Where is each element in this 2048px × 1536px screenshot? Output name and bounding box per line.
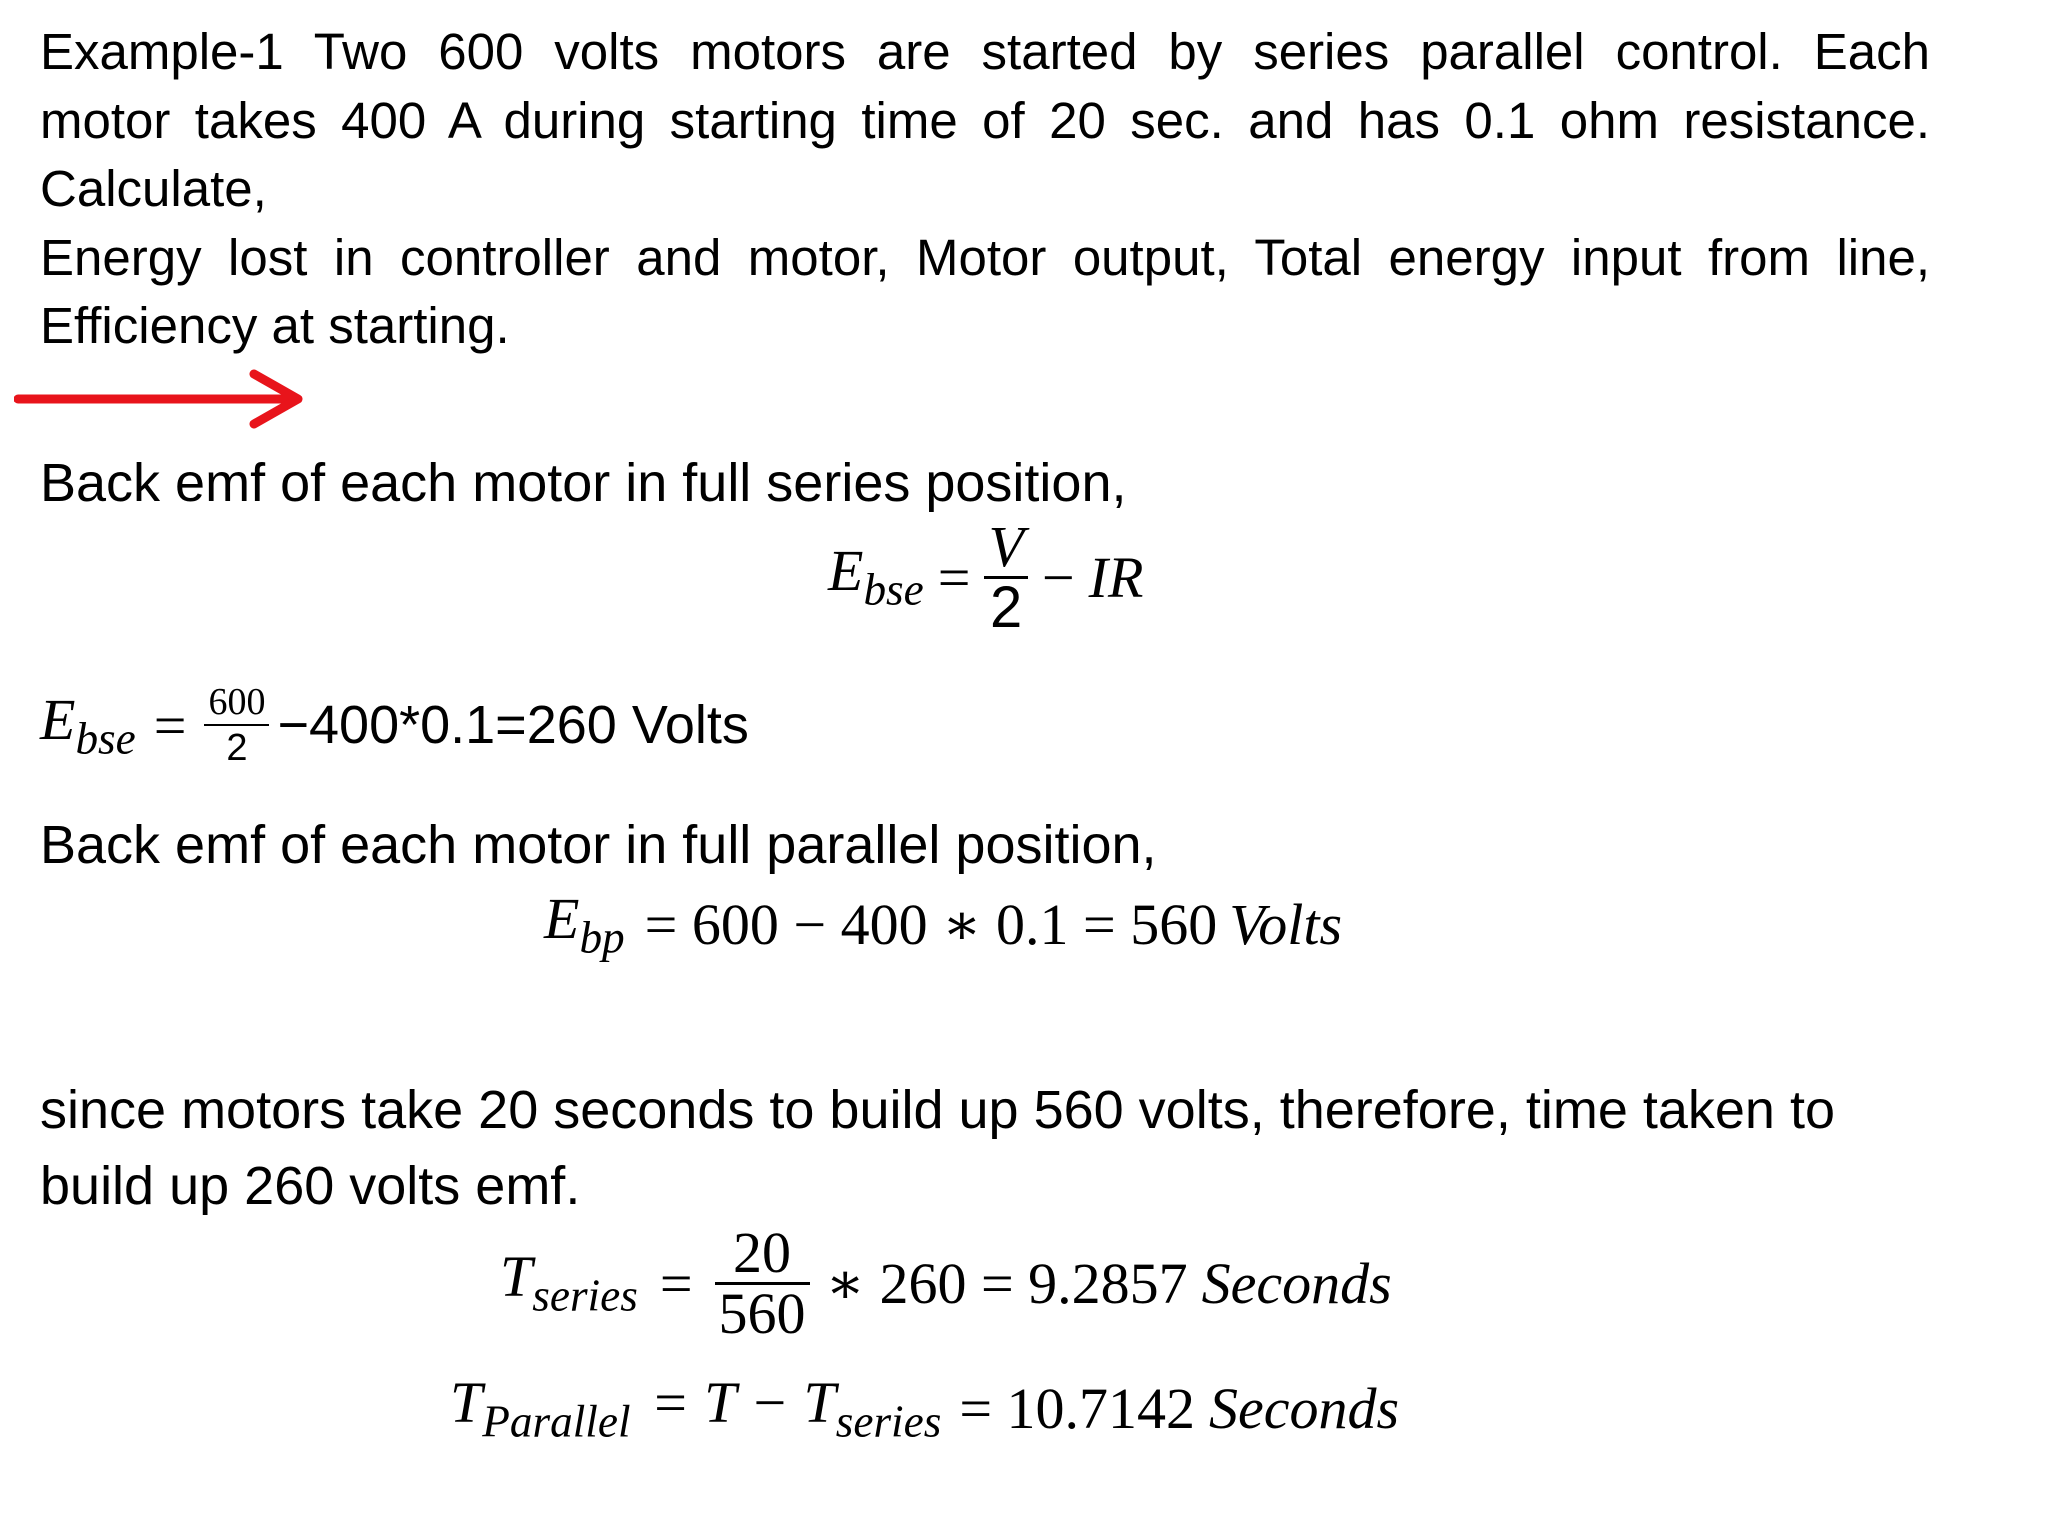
eq4-denominator: 560 (718, 1281, 806, 1346)
series-heading: Back emf of each motor in full series position, (40, 453, 1127, 513)
problem-line-2: motor takes 400 A during starting time of 20 sec. and has 0.1 ohm resistance. (40, 91, 1930, 149)
problem-line-5: Efficiency at starting. (40, 297, 510, 354)
time-explanation-line-2: build up 260 volts emf. (40, 1156, 581, 1216)
problem-line-4: Energy lost in controller and motor, Motor output, Total energy input from line, (40, 228, 1930, 286)
eq4-fraction (715, 1220, 810, 1346)
equation-parallel-time (450, 1370, 1400, 1447)
time-explanation (40, 1072, 1835, 1224)
parallel-heading: Back emf of each motor in full parallel position, (40, 815, 1157, 875)
right-arrow-icon (14, 368, 304, 430)
eq4-numerator: 20 (733, 1220, 792, 1285)
eq4-equals: = (659, 1250, 693, 1316)
eq5-unit: Seconds (1209, 1376, 1400, 1442)
eq1-denominator: 2 (990, 575, 1023, 640)
eq2-denominator: 2 (226, 727, 248, 769)
eq1-equals: = (937, 544, 971, 610)
eq2-lhs: $E_{bse}$ (40, 686, 136, 764)
eq2-numerator: 600 (208, 681, 266, 723)
equation-parallel-value (544, 886, 1343, 963)
problem-line-1: Example-1 Two 600 volts motors are started by series parallel control. Each (40, 23, 1930, 80)
eq1-numerator: V (988, 514, 1024, 579)
eq1-fraction (984, 514, 1027, 640)
equation-series-formula (828, 514, 1144, 640)
equation-series-value (40, 680, 749, 770)
eq4-unit: Seconds (1201, 1250, 1392, 1316)
eq1-minus: − (1041, 544, 1075, 610)
eq4-expression: ∗ 260 = 9.2857 (825, 1250, 1188, 1316)
eq1-lhs: $E_{bse}$ (828, 538, 924, 615)
eq2-equals: = (153, 692, 187, 758)
eq4-lhs: $T_{series}$ (500, 1244, 638, 1321)
eq2-fraction (204, 680, 269, 770)
eq2-rest: −400*0.1=260 Volts (277, 695, 749, 755)
eq5-expression-1: = $T - T_{series}$ (650, 1370, 942, 1447)
eq1-rhs: IR (1088, 544, 1144, 610)
eq3-lhs: $E_{bp}$ (544, 886, 625, 963)
eq5-lhs: $T_{Parallel}$ (450, 1370, 631, 1447)
problem-statement (40, 18, 1930, 361)
time-explanation-line-1: since motors take 20 seconds to build up 560 volts, therefore, time taken to (40, 1080, 1835, 1140)
eq3-expression: = 600 − 400 ∗ 0.1 = 560 (644, 892, 1218, 958)
eq3-unit: Volts (1229, 892, 1343, 958)
problem-line-3: Calculate, (40, 160, 267, 217)
eq5-expression-2: = 10.7142 (959, 1376, 1196, 1442)
equation-series-time (500, 1220, 1392, 1346)
